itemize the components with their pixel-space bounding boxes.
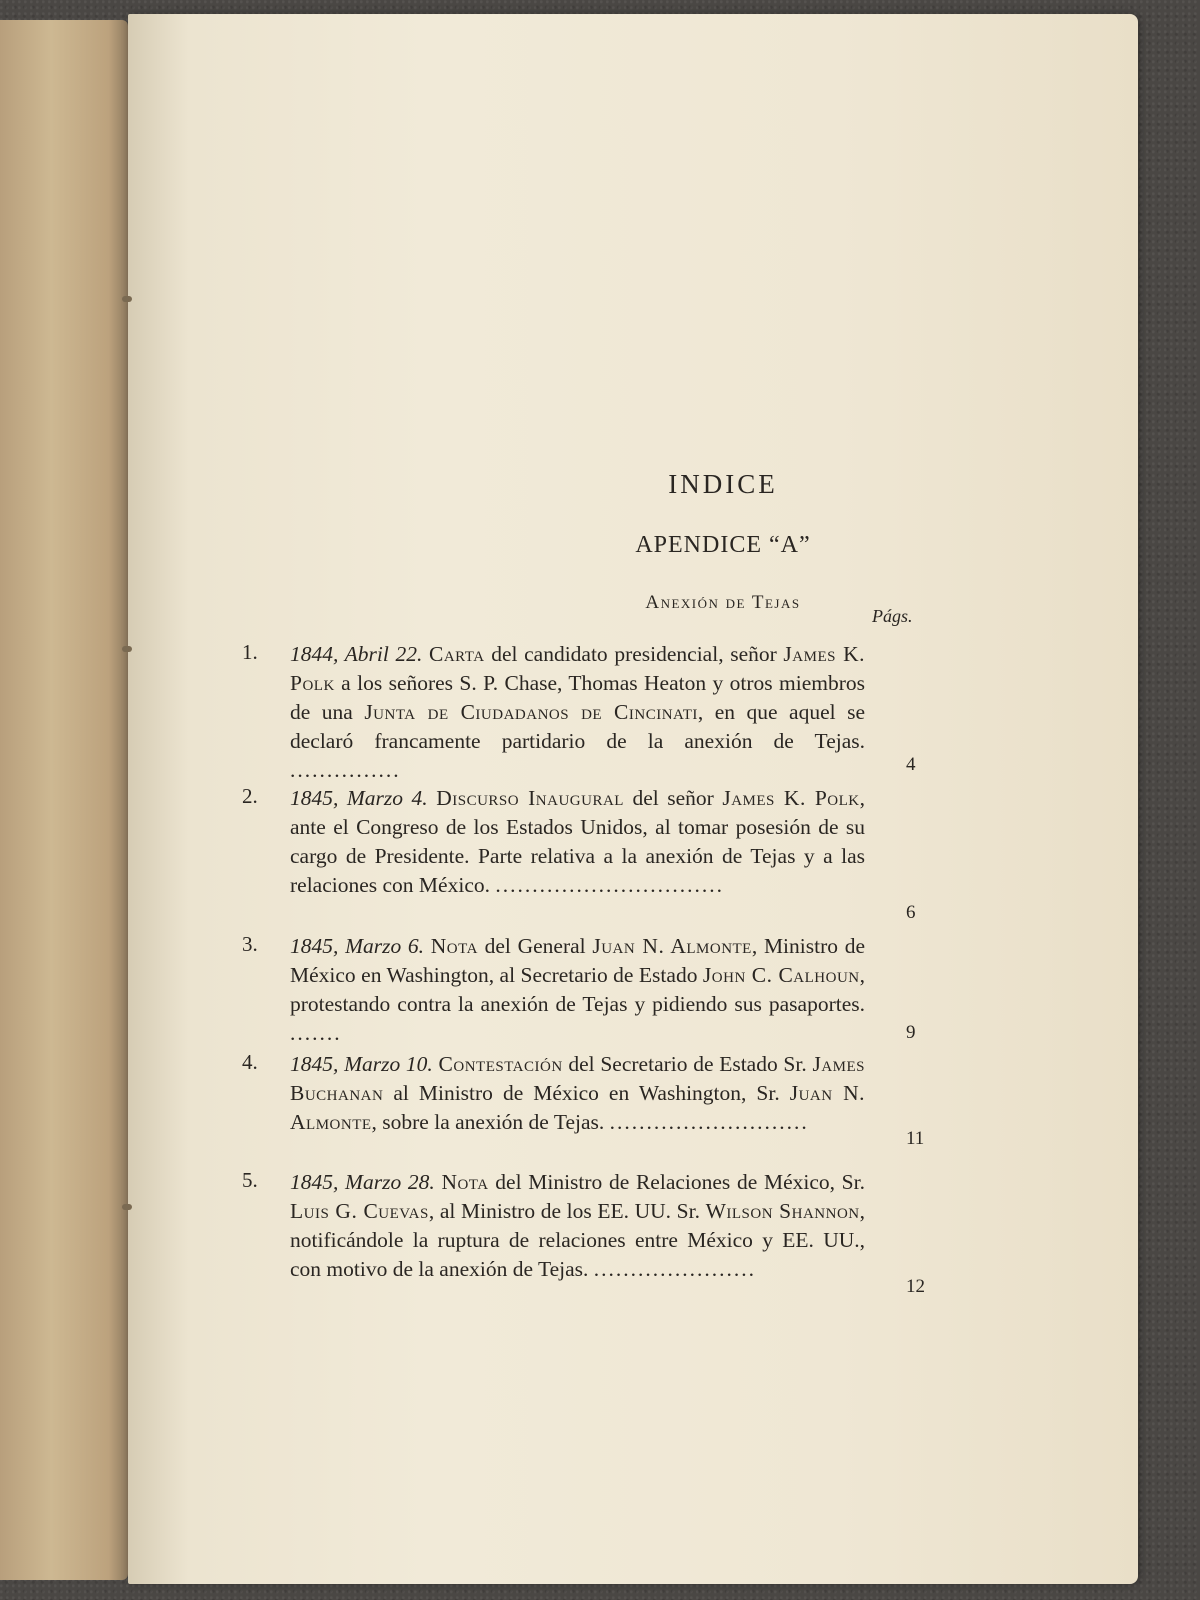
entry-page: 12 <box>906 1276 925 1297</box>
entry-text <box>290 932 865 1048</box>
entry-name: Contestación <box>438 1052 563 1076</box>
entry-page: 9 <box>906 1022 916 1043</box>
entry-segment: del señor <box>623 786 723 810</box>
leader-dots: ...................... <box>593 1257 757 1281</box>
entry-number: 1. <box>242 640 258 664</box>
entry-segment: a los señores S. P. Chase, Thomas Heaton y otros miembros de una <box>290 671 865 724</box>
entry-page: 4 <box>906 754 916 775</box>
binding-hole <box>122 296 132 302</box>
section-heading: Anexión de Tejas <box>645 592 801 613</box>
binding-hole <box>122 1204 132 1210</box>
entry-date: 1845, Marzo 10. <box>290 1052 433 1076</box>
entry-segment: del Ministro de Relaciones de México, Sr. <box>488 1170 865 1194</box>
entry-name: James K. Polk <box>290 642 866 695</box>
entry-text <box>290 640 865 785</box>
entry-segment: al Ministro de México en Washington, Sr. <box>383 1081 790 1105</box>
entry-name: Nota <box>441 1170 489 1194</box>
appendix-heading: APENDICE “A” <box>635 532 811 558</box>
entry-segment: , notificándole la ruptura de relaciones entre México y EE. UU., con motivo de la anexión de Tejas. <box>290 1199 865 1281</box>
entry-date: 1844, Abril 22. <box>290 642 423 666</box>
entry-name: Discurso Inaugural <box>436 786 624 810</box>
entry-number: 4. <box>242 1050 258 1074</box>
previous-page-edge <box>0 20 128 1580</box>
entry-page: 6 <box>906 902 916 923</box>
index-title: INDICE <box>668 469 778 499</box>
entry-segment: del Secretario de Estado Sr. <box>562 1052 813 1076</box>
entry-segment: del candidato presidencial, señor <box>484 642 784 666</box>
leader-dots: ............................... <box>495 873 724 897</box>
entry-date: 1845, Marzo 6. <box>290 934 425 958</box>
entry-segment: del General <box>477 934 593 958</box>
entry-date: 1845, Marzo 28. <box>290 1170 435 1194</box>
entry-segment <box>422 642 429 666</box>
entry-name: Carta <box>428 642 485 666</box>
entry-name: Juan N. Almonte <box>592 934 752 958</box>
entry-segment: , Ministro de México en Washington, al Secretario de Estado <box>290 934 865 987</box>
entry-name: Nota <box>430 934 478 958</box>
entry-name: Wilson Shannon <box>705 1199 860 1223</box>
entry-name: Juan N. Almonte <box>290 1081 865 1134</box>
entry-segment: , sobre la anexión de Tejas. <box>371 1110 610 1134</box>
entry-segment <box>428 786 437 810</box>
entry-segment: , protestando contra la anexión de Tejas y pidiendo sus pasaportes. <box>290 963 865 1016</box>
leader-dots: ........................... <box>609 1110 809 1134</box>
entry-name: James Buchanan <box>290 1052 865 1105</box>
entry-name: Luis G. Cuevas <box>290 1199 429 1223</box>
entry-segment: , en que aquel se declaró francamente partidario de la anexión de Tejas. <box>290 700 865 753</box>
book-page <box>128 14 1138 1584</box>
entry-segment <box>424 934 431 958</box>
leader-dots: ............... <box>290 758 401 782</box>
entry-name: James K. Polk <box>722 786 860 810</box>
entry-name: Junta de Ciudadanos de Cincinati <box>364 700 698 724</box>
leader-dots: ....... <box>290 1021 342 1045</box>
entry-date: 1845, Marzo 4. <box>290 786 428 810</box>
entry-number: 3. <box>242 932 258 956</box>
entry-segment: , al Ministro de los EE. UU. Sr. <box>428 1199 706 1223</box>
entry-number: 2. <box>242 784 258 808</box>
entry-text <box>290 784 865 900</box>
pages-column-label: Págs. <box>872 606 913 626</box>
entry-page: 11 <box>906 1128 925 1149</box>
entry-text <box>290 1050 865 1137</box>
entry-segment: , ante el Congreso de los Estados Unidos, al tomar posesión de su cargo de Presidente. Parte relativa a la anexión de Tejas y a las relaciones con México. <box>290 786 866 897</box>
entry-number: 5. <box>242 1168 258 1192</box>
entry-text <box>290 1168 865 1284</box>
entry-name: John C. Calhoun <box>702 963 860 987</box>
binding-hole <box>122 646 132 652</box>
